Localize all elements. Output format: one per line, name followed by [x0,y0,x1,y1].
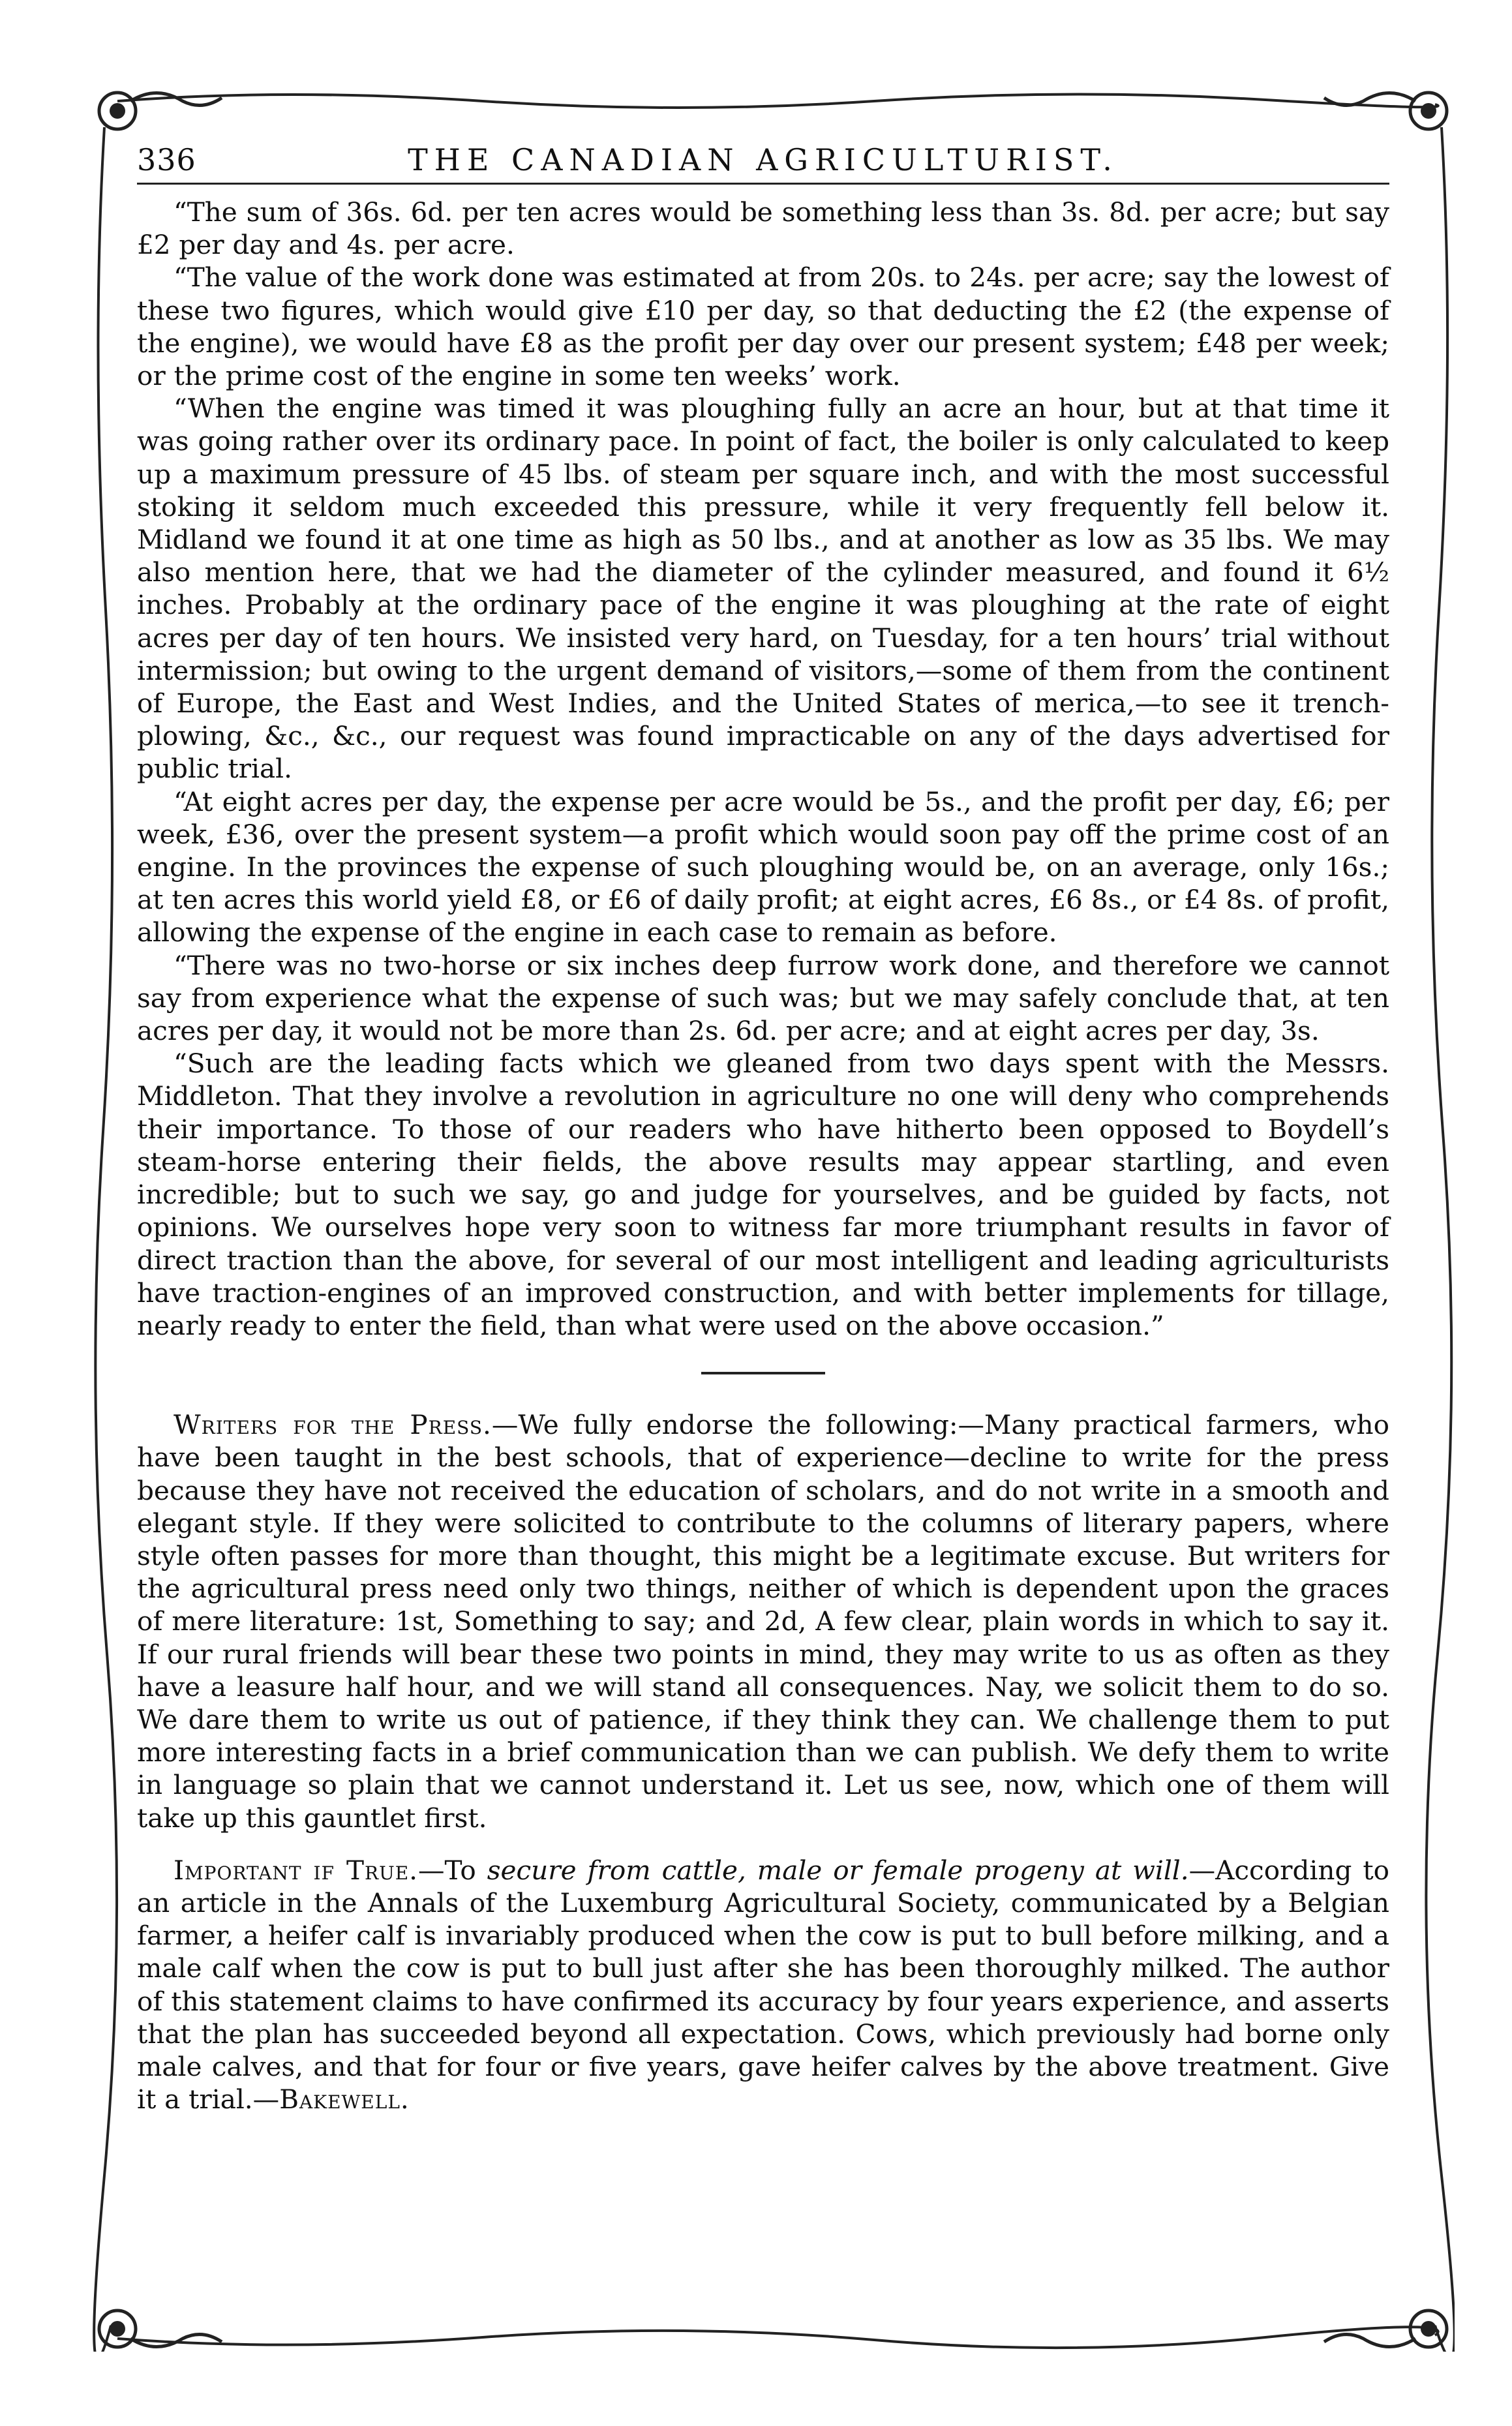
page-header [137,137,1389,185]
heading-dash: —To [418,1854,487,1886]
paragraph: “At eight acres per day, the expense per acre would be 5s., and the profit per day, £6; per week, £36, over the present system—a profit which would soon pay off the prime cost of an engine. In the provinces the expense of such ploughing would be, on an average, only 16s.; at ten acres this world yield £8, or £6 of daily profit; at eight acres, £6 8s., or £4 8s. of profit, allowing the expense of the engine in each case to remain as before. [137,785,1389,948]
article-body: —We fully endorse the following:—Many practical farmers, who have been taught in the best schools, that of experience—decline to write for the press because they have not received the education of scholars, and do not write in a smooth and elegant style. If they were solicited to contribute to the columns of literary papers, where style often passes for more than thought, this might be a legitimate excuse. But writers for the agricultural press need only two things, neither of which is dependent upon the graces of mere literature: 1st, Something to say; and 2d, A few clear, plain words in which to say it. If our rural friends will bear these two points in mind, they may write to us as often as they have a leasure half hour, and we will stand all consequences. Nay, we solicit them to do so. We dare them to write us out of patience, if they think they can. We challenge them to put more interesting facts in a brief communication than we can publish. We defy them to write in language so plain that we cannot understand it. Let us see, now, which one of them will take up this gauntlet first. [137,1409,1389,1834]
page-content [137,196,1389,2115]
article-important-if-true [137,1854,1389,2116]
article-subtitle: secure from cattle, male or female progeny at will. [487,1854,1189,1886]
paragraph: “When the engine was timed it was ploughing fully an acre an hour, but at that time it was going rather over its ordinary pace. In point of fact, the boiler is only calculated to keep up a maximum pressure of 45 lbs. of steam per square inch, and with the most successful stoking it seldom much exceeded this pressure, while it very frequently fell below it. Midland we found it at one time as high as 50 lbs., and at another as low as 35 lbs. We may also mention here, that we had the diameter of the cylinder measured, and found it 6½ inches. Probably at the ordinary pace of the engine it was ploughing at the rate of eight acres per day of ten hours. We insisted very hard, on Tuesday, for a ten hours’ trial without intermission; but owing to the urgent demand of visitors,—some of them from the continent of Europe, the East and West Indies, and the United States of merica,—to see it trench-plowing, &c., &c., our request was found impracticable on any of the days advertised for public trial. [137,393,1389,785]
article-signature: Bakewell. [279,2084,410,2115]
paragraph: “The sum of 36s. 6d. per ten acres would be something less than 3s. 8d. per acre; but say £2 per day and 4s. per acre. [137,196,1389,261]
paragraph: “There was no two-horse or six inches deep furrow work done, and therefore we cannot say from experience what the expense of such was; but we may safely conclude that, at ten acres per day, it would not be more than 2s. 6d. per acre; and at eight acres per day, 3s. [137,949,1389,1047]
paragraph: “The value of the work done was estimated at from 20s. to 24s. per acre; say the lowest of these two figures, which would give £10 per day, so that deducting the £2 (the expense of the engine), we would have £8 as the profit per day over our present system; £48 per week; or the prime cost of the engine in some ten weeks’ work. [137,262,1389,392]
paragraph: “Such are the leading facts which we gleaned from two days spent with the Messrs. Middleton. That they involve a revolution in agriculture no one will deny who comprehends their importance. To those of our readers who have hitherto been opposed to Boydell’s steam-horse entering their fields, the above results may appear startling, and even incredible; but to such we say, go and judge for yourselves, and be guided by facts, not opinions. We ourselves hope very soon to witness far more triumphant results in favor of direct traction than the above, for several of our most intelligent and leading agriculturists have traction-engines of an improved construction, and with better implements for tillage, nearly ready to enter the field, than what were used on the above occasion.” [137,1048,1389,1341]
article-heading: Writers for the Press. [174,1409,492,1441]
spacer [137,1834,1389,1854]
article-writers-for-the-press [137,1408,1389,1834]
corner-flourish-top-right [1324,93,1447,129]
article-heading: Important if True. [174,1854,419,1886]
running-title: THE CANADIAN AGRICULTURIST. [408,142,1119,177]
section-divider [701,1372,825,1374]
article-steam-ploughing [137,196,1389,1342]
article-body: —According to an article in the Annals of the Luxemburg Agricultural Society, communicated by a Belgian farmer, a heifer calf is invariably produced when the cow is put to bull before milking, and a male calf when the cow is put to bull just after she has been thoroughly milked. The author of this statement claims to have confirmed its accuracy by four years experience, and asserts that the plan has succeeded beyond all expectation. Cows, which previously had borne only male calves, and that for four or five years, gave heifer calves by the above treatment. Give it a trial.— [137,1854,1389,2115]
page-number: 336 [137,142,196,177]
